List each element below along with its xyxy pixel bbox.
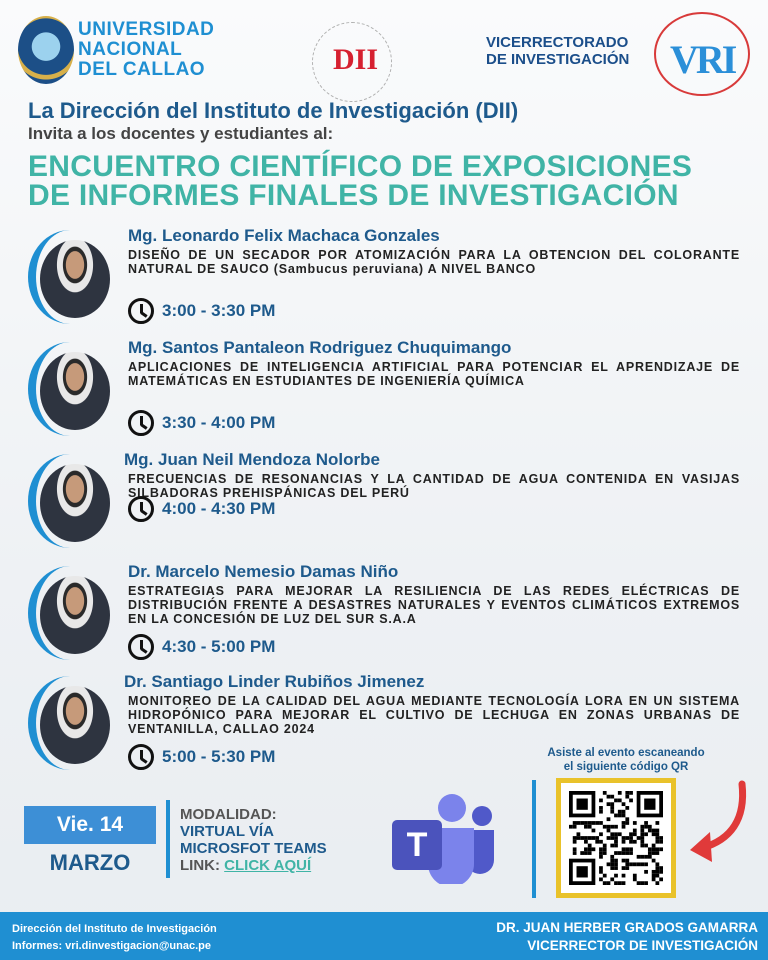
clock-icon — [128, 496, 154, 522]
modality-line: VIRTUAL VÍA — [180, 823, 274, 840]
footer-org: Dirección del Instituto de Investigación — [12, 923, 217, 935]
speaker-name: Mg. Leonardo Felix Machaca Gonzales — [128, 226, 440, 245]
qr-code-pattern — [569, 791, 663, 885]
qr-code[interactable] — [556, 778, 676, 898]
talk-title: ESTRATEGIAS PARA MEJORAR LA RESILIENCIA DE LAS REDES ELÉCTRICAS DE DISTRIBUCIÓN FRENTE A DESASTRES NATURALES Y EVENTOS CLIMÁTICOS EXTREMOS EN LA CONCESIÓN DE LUZ DEL SUR S.A.A — [128, 584, 740, 626]
teams-letter: T — [406, 826, 428, 864]
speaker-name: Dr. Marcelo Nemesio Damas Niño — [128, 562, 399, 581]
vicerrectorado-line: DE INVESTIGACIÓN — [486, 51, 630, 68]
divider — [166, 800, 170, 878]
clock-icon — [128, 410, 154, 436]
speaker-photo — [28, 566, 112, 660]
clock-icon — [128, 634, 154, 660]
speaker-portrait — [40, 240, 110, 318]
speaker-portrait — [40, 352, 110, 430]
talk-time — [128, 496, 275, 522]
date-month: MARZO — [49, 850, 131, 875]
microsoft-teams-icon — [392, 792, 496, 884]
link-label: LINK: — [180, 857, 220, 874]
speaker-name: Dr. Santiago Linder Rubiños Jimenez — [124, 672, 425, 691]
footer-email: Informes: vri.dinvestigacion@unac.pe — [12, 940, 211, 952]
talk-time — [128, 744, 275, 770]
time-text: 5:00 - 5:30 PM — [162, 747, 276, 766]
vicerrectorado-name — [486, 34, 629, 68]
event-title-line: ENCUENTRO CIENTÍFICO DE EXPOSICIONES — [28, 150, 693, 183]
footer-contact — [12, 921, 217, 955]
speaker-item — [0, 562, 768, 670]
talk-title: DISEÑO DE UN SECADOR POR ATOMIZACIÓN PARA LA OBTENCION DEL COLORANTE NATURAL DE SAUCO (Sambucus peruviana) A NIVEL BANCO — [128, 248, 740, 276]
dii-logo-text: DII — [333, 43, 379, 76]
speaker-portrait — [40, 464, 110, 542]
red-arrow-icon — [680, 780, 750, 870]
speaker-portrait — [40, 686, 110, 764]
modality-line: MICROSFOT TEAMS — [180, 840, 327, 857]
university-name — [78, 20, 214, 80]
vri-logo — [654, 12, 750, 96]
speaker-item — [0, 338, 768, 446]
event-title — [28, 152, 692, 210]
talk-time — [128, 298, 275, 324]
talk-title: FRECUENCIAS DE RESONANCIAS Y LA CANTIDAD DE AGUA CONTENIDA EN VASIJAS SILBADORAS PREHISPÁNICAS DEL PERÚ — [128, 472, 740, 500]
speaker-photo — [28, 676, 112, 770]
university-line: UNIVERSIDAD — [78, 19, 215, 40]
clock-icon — [128, 298, 154, 324]
date-day-badge: Vie. 14 — [24, 806, 156, 844]
footer — [0, 912, 768, 960]
talk-title: MONITOREO DE LA CALIDAD DEL AGUA MEDIANTE TECNOLOGÍA LORA EN UN SISTEMA HIDROPÓNICO PARA MEJORAR EL CULTIVO DE LECHUGA EN ZONAS URBANAS DE VENTANILLA, CALLAO 2024 — [128, 694, 740, 736]
university-line: DEL CALLAO — [78, 59, 206, 80]
speaker-photo — [28, 230, 112, 324]
talk-time — [128, 410, 275, 436]
talk-title: APLICACIONES DE INTELIGENCIA ARTIFICIAL PARA POTENCIAR EL APRENDIZAJE DE MATEMÁTICAS EN ESTUDIANTES DE INGENIERÍA QUÍMICA — [128, 360, 740, 388]
invitation-text: Invita a los docentes y estudiantes al: — [28, 124, 334, 143]
speaker-name: Mg. Juan Neil Mendoza Nolorbe — [124, 450, 380, 469]
university-seal-logo — [18, 16, 74, 84]
organizer-heading: La Dirección del Instituto de Investigación (DII) — [28, 98, 519, 123]
qr-caption-line: el siguiente código QR — [563, 761, 689, 773]
time-text: 4:30 - 5:00 PM — [162, 637, 276, 656]
clock-icon — [128, 744, 154, 770]
speaker-portrait — [40, 576, 110, 654]
dii-logo — [312, 22, 392, 102]
modality-info — [180, 806, 327, 874]
university-line: NACIONAL — [78, 39, 183, 60]
speaker-photo — [28, 342, 112, 436]
time-text: 4:00 - 4:30 PM — [162, 499, 276, 518]
vri-logo-text: VRI — [670, 37, 735, 82]
time-text: 3:00 - 3:30 PM — [162, 301, 276, 320]
signatory-name: DR. JUAN HERBER GRADOS GAMARRA — [496, 920, 758, 935]
divider — [532, 780, 536, 898]
talk-time — [128, 634, 275, 660]
modality-label: MODALIDAD: — [180, 806, 277, 823]
meeting-link[interactable]: CLICK AQUÍ — [224, 857, 312, 874]
footer-signatory — [496, 919, 758, 955]
qr-caption-line: Asiste al evento escaneando — [547, 747, 705, 759]
speaker-item — [0, 450, 768, 558]
event-title-line: DE INFORMES FINALES DE INVESTIGACIÓN — [28, 179, 679, 212]
speaker-photo — [28, 454, 112, 548]
signatory-role: VICERRECTOR DE INVESTIGACIÓN — [527, 938, 758, 953]
time-text: 3:30 - 4:00 PM — [162, 413, 276, 432]
speaker-name: Mg. Santos Pantaleon Rodriguez Chuquimango — [128, 338, 512, 357]
qr-caption — [538, 746, 714, 774]
speaker-item — [0, 226, 768, 334]
vicerrectorado-line: VICERRECTORADO — [486, 34, 629, 51]
